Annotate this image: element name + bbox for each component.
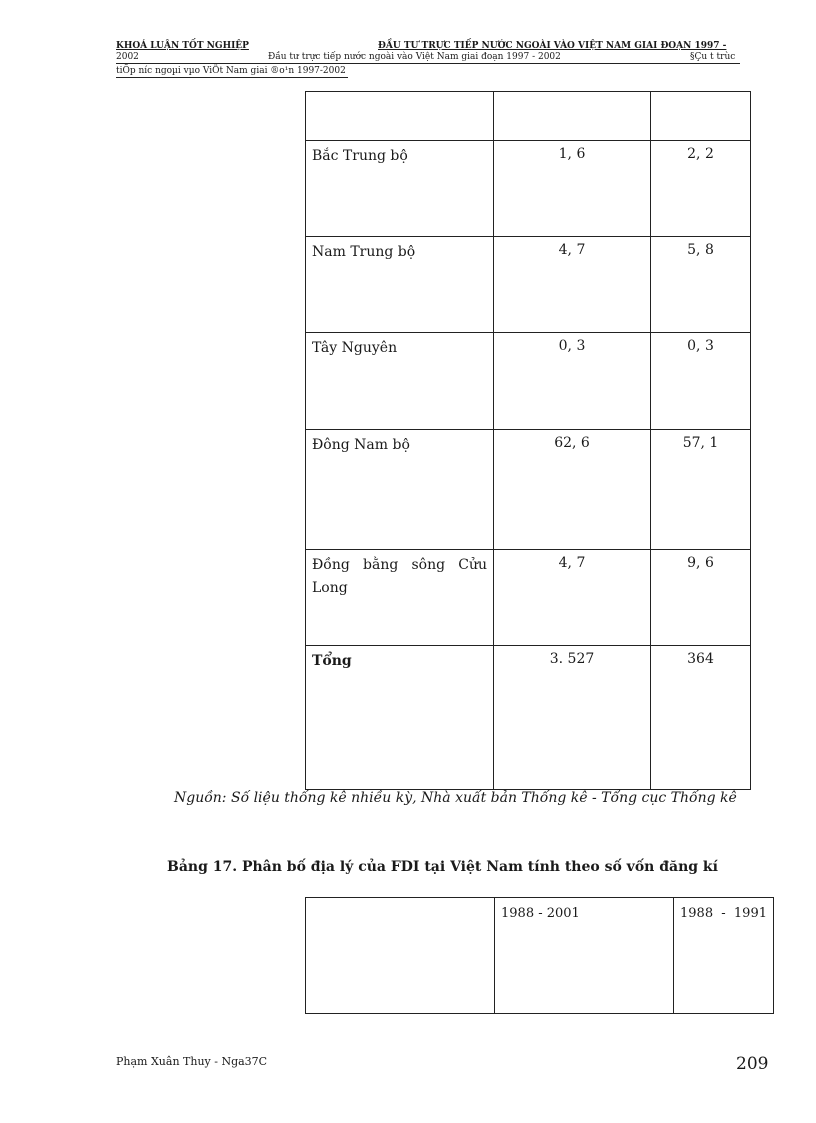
table-row bbox=[306, 141, 751, 237]
header-subtitle: Đầu tư trực tiếp nước ngoài vào Việt Nam giai đoạn 1997 - 2002 bbox=[268, 52, 561, 62]
fdi-capital-table bbox=[305, 897, 774, 1014]
table-row bbox=[306, 92, 751, 141]
row-label: Nam Trung bộ bbox=[306, 237, 494, 333]
table-row bbox=[306, 430, 751, 550]
row-label: Bắc Trung bộ bbox=[306, 141, 494, 237]
source-note: Nguồn: Số liệu thống kê nhiều kỳ, Nhà xuất bản Thống kê - Tổng cục Thống kê bbox=[174, 790, 737, 806]
header-encoded-right: §Çu t trùc bbox=[690, 52, 736, 62]
table-row bbox=[306, 237, 751, 333]
cell-value: 4, 7 bbox=[494, 550, 651, 646]
cell-value: 3. 527 bbox=[494, 646, 651, 790]
table-header-row bbox=[306, 898, 774, 1014]
cell-value: 5, 8 bbox=[651, 237, 751, 333]
header-encoded-line: tiÕp níc ngoµi vµo ViÖt Nam giai ®o¹n 1997-2002 bbox=[116, 66, 346, 76]
row-label bbox=[306, 92, 494, 141]
cell-value bbox=[651, 92, 751, 141]
cell-value: 0, 3 bbox=[494, 333, 651, 430]
header-year: 2002 bbox=[116, 52, 139, 62]
page-number: 209 bbox=[736, 1054, 769, 1074]
table-row bbox=[306, 550, 751, 646]
cell-value: 1, 6 bbox=[494, 141, 651, 237]
cell-value: 2, 2 bbox=[651, 141, 751, 237]
footer-author: Phạm Xuân Thuy - Nga37C bbox=[116, 1055, 268, 1068]
header-cell-empty bbox=[306, 898, 495, 1014]
cell-value: 4, 7 bbox=[494, 237, 651, 333]
row-label-total: Tổng bbox=[306, 646, 494, 790]
cell-value bbox=[494, 92, 651, 141]
cell-value: 9, 6 bbox=[651, 550, 751, 646]
region-share-table bbox=[305, 91, 751, 790]
header-cell-period-2: 1988 - 1991 bbox=[674, 898, 774, 1014]
cell-value: 0, 3 bbox=[651, 333, 751, 430]
row-label: Tây Nguyên bbox=[306, 333, 494, 430]
header-rule-short bbox=[116, 77, 348, 78]
table-row bbox=[306, 333, 751, 430]
row-label: Đông Nam bộ bbox=[306, 430, 494, 550]
cell-value: 57, 1 bbox=[651, 430, 751, 550]
cell-value: 62, 6 bbox=[494, 430, 651, 550]
table-row-total bbox=[306, 646, 751, 790]
header-cell-period-1: 1988 - 2001 bbox=[495, 898, 674, 1014]
header-left-title: KHOÁ LUẬN TỐT NGHIỆP bbox=[116, 41, 249, 51]
row-label: Đồng bằng sông Cửu Long bbox=[306, 550, 494, 646]
header-right-title: ĐẦU TƯ TRỰC TIẾP NƯỚC NGOÀI VÀO VIỆT NAM GIAI ĐOẠN 1997 - bbox=[378, 41, 727, 51]
cell-value: 364 bbox=[651, 646, 751, 790]
table-title: Bảng 17. Phân bố địa lý của FDI tại Việt Nam tính theo số vốn đăng kí bbox=[167, 859, 718, 875]
header-rule bbox=[116, 63, 740, 64]
